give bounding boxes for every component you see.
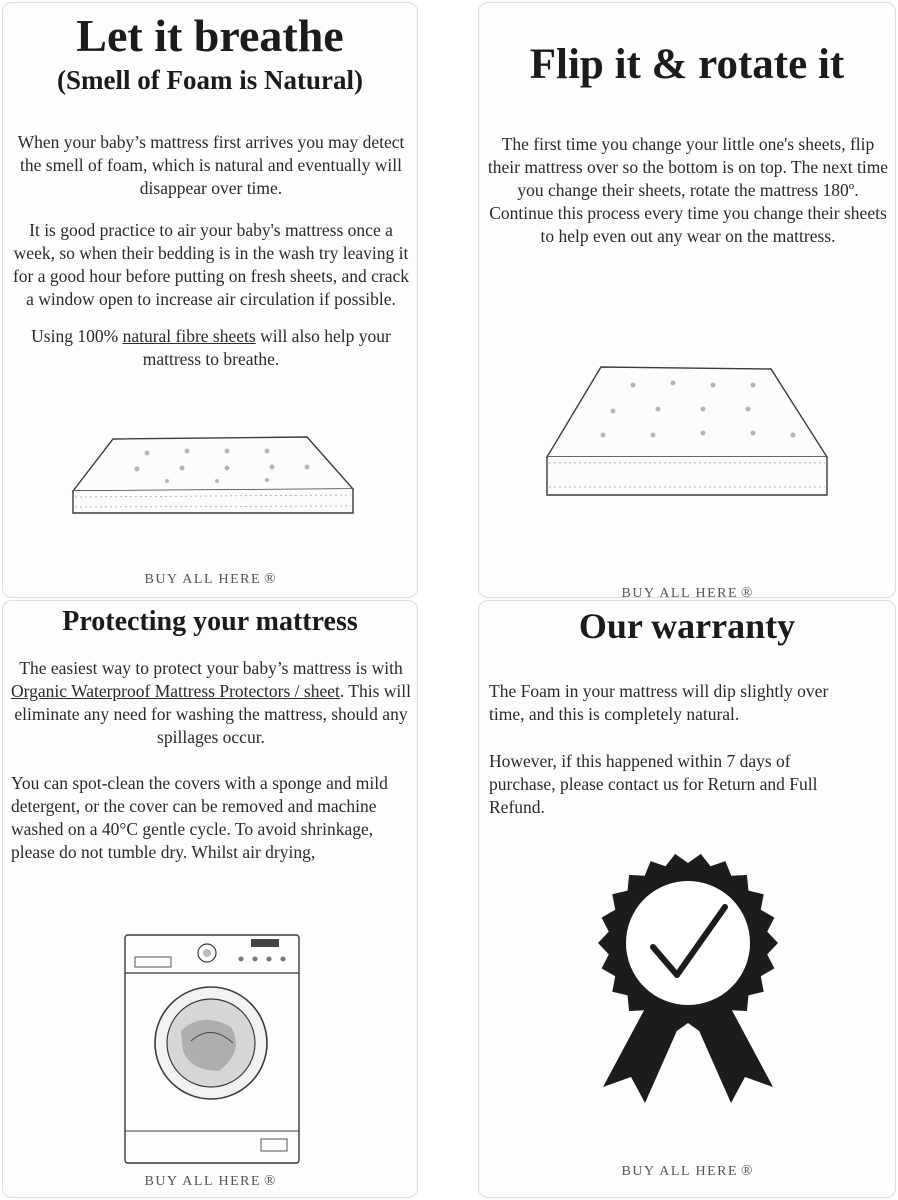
card-title: Let it breathe [76,10,344,61]
paragraph-text: will also help your mattress to breathe. [142,326,391,369]
paragraph: You can spot-clean the covers with a sponge and mild detergent, or the cover can be removed and machine washed on a 40°C gentle cycle. To avoid shrinkage, please do not tumble dry. Whilst air drying, [11,773,388,862]
washing-machine-icon [121,931,303,1169]
award-ribbon-check-icon [587,851,789,1111]
paragraph: The first time you change your little one's sheets, flip their mattress over so the bottom is on top. The next time you change their sheets, rotate the mattress 180º. Continue this process every time you change their sheets to help even out any wear on the mattress. [487,134,889,246]
card-subtitle: (Smell of Foam is Natural) [57,65,363,95]
buy-all-here-link[interactable] [479,585,895,598]
buy-all-here-link[interactable] [3,571,417,588]
buy-label: BUY ALL HERE [621,1164,739,1179]
paragraph [23,325,399,371]
paragraph-text: Using 100% [31,326,123,346]
paragraph-text: . This will eliminate any need for washing the mattress, should any spillages occur. [14,681,412,747]
card-title: Flip it & rotate it [529,41,845,88]
card-flip-and-rotate [478,2,896,598]
mattress-icon [543,363,833,503]
paragraph: When your baby’s mattress first arrives you may detect the smell of foam, which is natural and eventually will disappear over time. [17,132,405,198]
paragraph: However, if this happened within 7 days of purchase, please contact us for Return and Full Refund. [489,751,818,817]
buy-all-here-link[interactable] [479,1163,895,1180]
buy-all-here-link[interactable] [3,1173,417,1190]
card-our-warranty [478,600,896,1198]
paragraph: It is good practice to air your baby's mattress once a week, so when their bedding is in the wash try leaving it for a good hour before putting on fresh sheets, and crack a window open to increase air circulation if possible. [12,220,410,309]
registered-symbol: ® [741,585,753,598]
registered-symbol: ® [264,571,276,587]
buy-label: BUY ALL HERE [144,1174,262,1189]
card-title: Protecting your mattress [62,606,358,637]
card-title: Our warranty [578,606,796,646]
mattress-icon [67,433,359,523]
natural-fibre-sheets-link[interactable]: natural fibre sheets [122,326,256,346]
card-protecting-your-mattress [2,600,418,1198]
registered-symbol: ® [741,1163,753,1179]
card-let-it-breathe [2,2,418,598]
mattress-protectors-link[interactable]: Organic Waterproof Mattress Protectors / sheet [10,681,340,701]
buy-label: BUY ALL HERE [621,586,739,598]
registered-symbol: ® [264,1173,276,1189]
paragraph [9,657,413,749]
paragraph-text: The easiest way to protect your baby’s mattress is with [19,658,403,678]
paragraph: The Foam in your mattress will dip slightly over time, and this is completely natural. [489,681,829,724]
buy-label: BUY ALL HERE [144,572,262,587]
